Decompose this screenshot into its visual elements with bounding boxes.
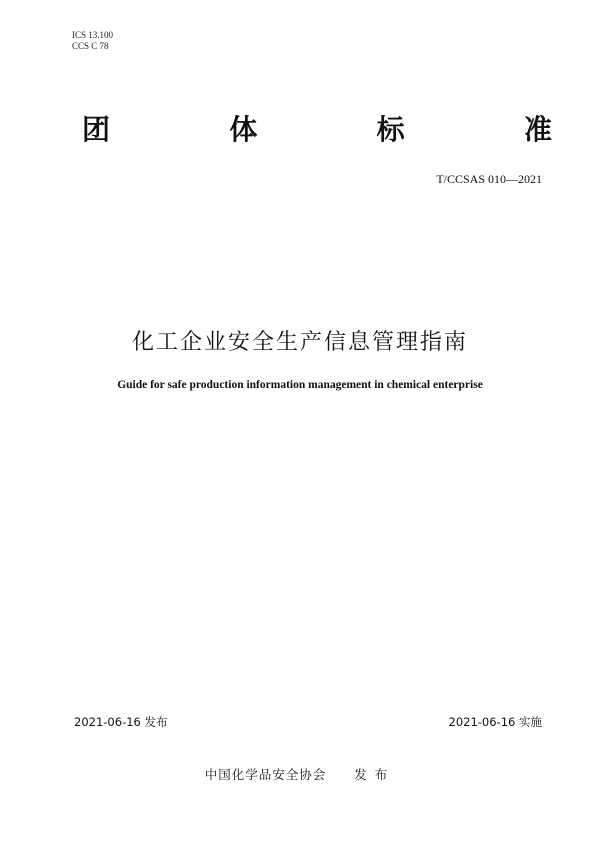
- standard-type-banner: [82, 110, 552, 150]
- implementation-date: 2021-06-16 实施: [448, 715, 542, 729]
- standard-number: T/CCSAS 010—2021: [436, 172, 542, 186]
- issue-date: 2021-06-16 发布: [74, 715, 168, 729]
- title-english: Guide for safe production information management in chemical enterprise: [117, 379, 483, 391]
- banner-char-1: 团: [82, 113, 111, 146]
- publisher-organization: 中国化学品安全协会: [204, 767, 327, 782]
- ics-code: ICS 13.100: [72, 30, 114, 40]
- banner-char-3: 标: [376, 113, 405, 146]
- banner-char-4: 准: [523, 113, 552, 146]
- banner-char-2: 体: [229, 113, 258, 146]
- title-chinese: 化工企业安全生产信息管理指南: [131, 330, 468, 355]
- classification-codes: [72, 30, 113, 52]
- ccs-code: CCS C 78: [72, 41, 109, 51]
- publisher-line: [0, 765, 600, 783]
- publish-label: 发布: [354, 767, 396, 782]
